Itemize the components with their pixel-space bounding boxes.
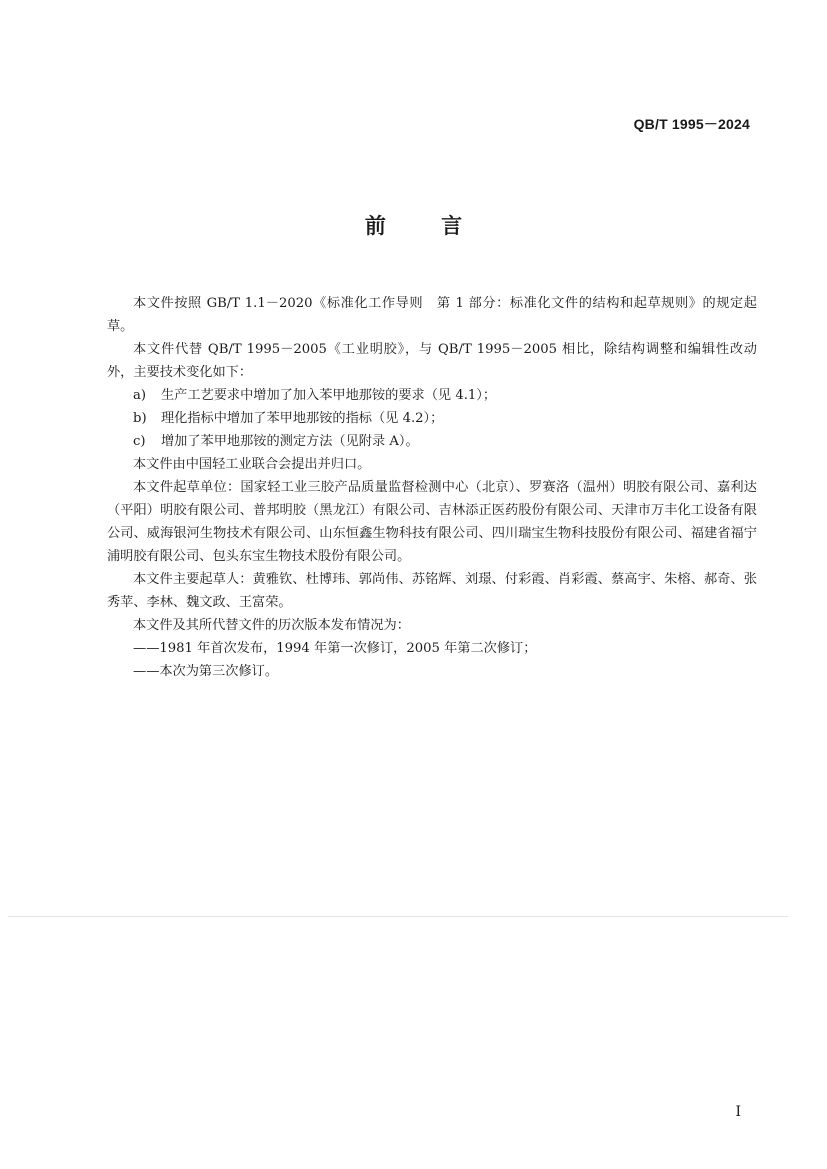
list-item-mark: b)	[133, 411, 147, 426]
list-item-text: 增加了苯甲地那铵的测定方法（见附录 A）。	[161, 434, 419, 449]
document-code: QB/T 1995－2024	[633, 116, 750, 132]
history-item: ——1981 年首次发布，1994 年第一次修订，2005 年第二次修订；	[133, 641, 537, 656]
paragraph-drafters: 本文件主要起草人：黄雅钦、杜博玮、郭尚伟、苏铭辉、刘璟、付彩霞、肖彩霞、蔡高宇、朱榕、郝奇、张秀苹、李林、魏文政、王富荣。	[107, 572, 757, 610]
list-item	[107, 384, 757, 407]
paragraph-drafting-units: 本文件起草单位：国家轻工业三胶产品质量监督检测中心（北京）、罗赛洛（温州）明胶有限公司、嘉利达（平阳）明胶有限公司、普邦明胶（黑龙江）有限公司、吉林添正医药股份有限公司、天津市万丰化工设备有限公司、威海银河生物技术有限公司、山东恒鑫生物科技有限公司、四川瑞宝生物科技股份有限公司、福建省福宁浦明胶有限公司、包头东宝生物技术股份有限公司。	[107, 480, 757, 564]
list-item	[107, 407, 757, 430]
list-item-mark: a)	[133, 388, 147, 403]
list-item-text: 生产工艺要求中增加了加入苯甲地那铵的要求（见 4.1）；	[161, 388, 497, 403]
list-item-mark: c)	[133, 434, 146, 449]
paragraph-drafting-rules: 本文件按照 GB/T 1.1－2020《标准化工作导则 第 1 部分：标准化文件的结构和起草规则》的规定起草。	[107, 296, 757, 334]
divider	[8, 916, 788, 917]
list-item	[107, 430, 757, 453]
foreword-body	[107, 292, 757, 683]
paragraph-replacement: 本文件代替 QB/T 1995－2005《工业明胶》，与 QB/T 1995－2005 相比，除结构调整和编辑性改动外，主要技术变化如下：	[107, 342, 757, 380]
paragraph-proposer: 本文件由中国轻工业联合会提出并归口。	[133, 457, 371, 472]
list-item-text: 理化指标中增加了苯甲地那铵的指标（见 4.2）；	[161, 411, 444, 426]
history-item: ——本次为第三次修订。	[133, 664, 279, 679]
page-title: 前 言	[364, 214, 487, 238]
page-number: I	[735, 1104, 741, 1120]
paragraph-history-intro: 本文件及其所代替文件的历次版本发布情况为：	[133, 618, 410, 633]
